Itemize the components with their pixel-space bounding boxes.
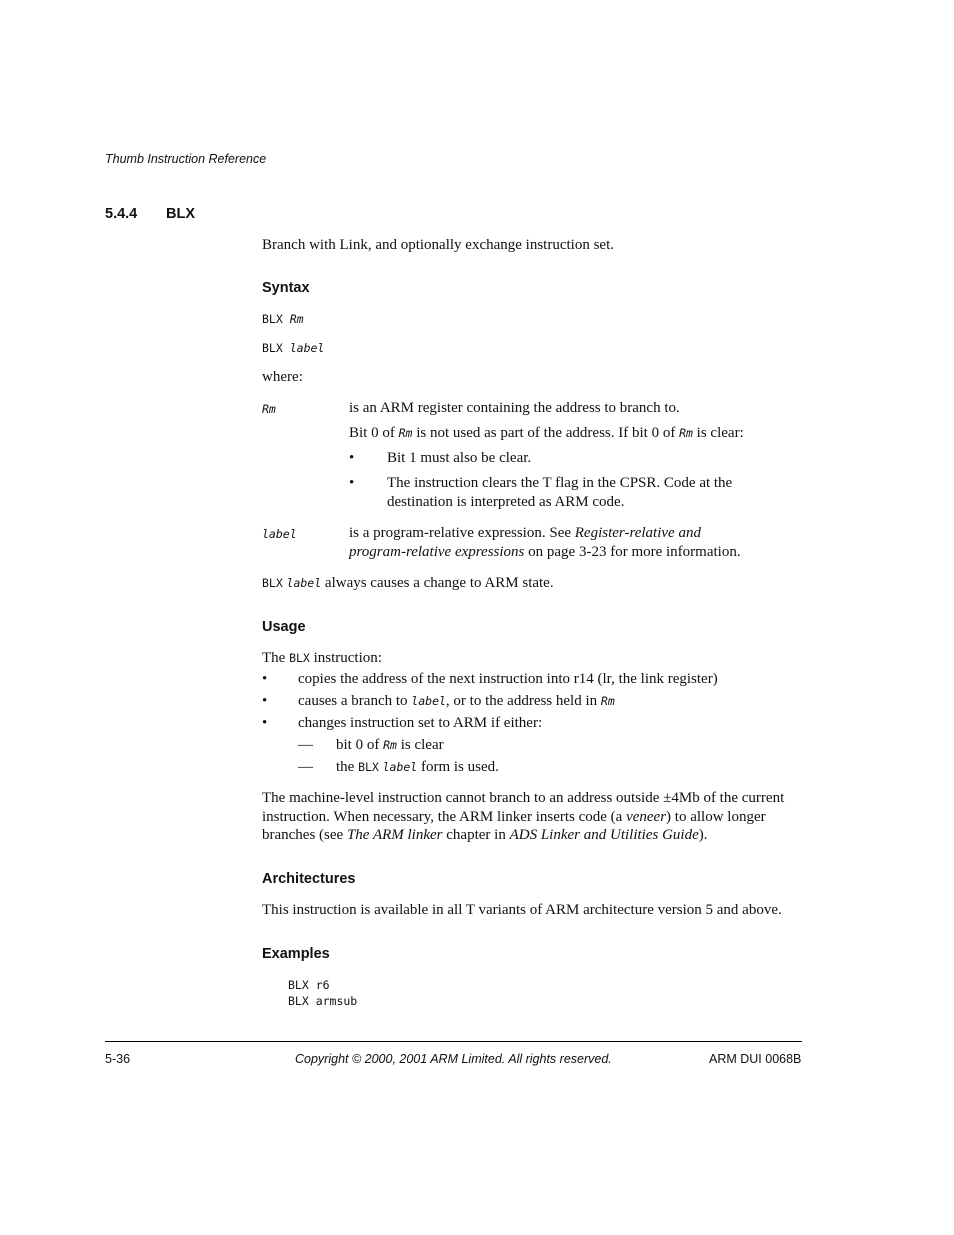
usage-heading: Usage (262, 619, 306, 635)
where-text: where: (262, 369, 303, 385)
section-title: BLX (166, 206, 195, 222)
usage-paragraph-line-3: branches (see The ARM linker chapter in ADS Linker and Utilities Guide). (262, 827, 708, 843)
label-description-line-1: is a program-relative expression. See Register-relative and (349, 525, 701, 541)
example-line-1: BLX r6 (288, 978, 330, 992)
footer-rule (105, 1041, 802, 1042)
rm-bullet-1: Bit 1 must also be clear. (387, 450, 532, 466)
usage-lead: The BLX instruction: (262, 650, 382, 666)
usage-bullet-1: copies the address of the next instruction into r14 (lr, the link register) (298, 671, 718, 687)
cross-reference-link[interactable]: The ARM linker (346, 827, 443, 843)
bullet-glyph: • (349, 475, 355, 491)
usage-bullet-2: causes a branch to label, or to the address held in Rm (298, 693, 615, 709)
cross-reference-link[interactable]: ADS Linker and Utilities Guide (509, 827, 699, 843)
usage-dash-2: the BLX label form is used. (336, 759, 499, 775)
bullet-glyph: • (349, 450, 355, 466)
syntax-form-rm: BLX Rm (262, 312, 304, 326)
examples-heading: Examples (262, 946, 330, 962)
bullet-glyph: • (262, 693, 268, 709)
bullet-glyph: • (262, 671, 268, 687)
dash-glyph: — (298, 737, 313, 753)
rm-bit0-note: Bit 0 of Rm is not used as part of the address. If bit 0 of Rm is clear: (349, 425, 744, 441)
page-number: 5-36 (105, 1052, 131, 1066)
architectures-heading: Architectures (262, 871, 356, 887)
term-label: label (262, 527, 297, 541)
copyright-notice: Copyright © 2000, 2001 ARM Limited. All rights reserved. (295, 1052, 612, 1066)
rm-bullet-2-line-2: destination is interpreted as ARM code. (387, 494, 625, 510)
bullet-glyph: • (262, 715, 268, 731)
example-line-2: BLX armsub (288, 994, 358, 1008)
cross-reference-link[interactable]: program-relative expressions (349, 544, 525, 560)
usage-paragraph-line-2: instruction. When necessary, the ARM linker inserts code (a veneer) to allow longer (262, 809, 766, 825)
document-id: ARM DUI 0068B (709, 1052, 802, 1066)
syntax-form-label: BLX label (262, 341, 325, 355)
running-header: Thumb Instruction Reference (105, 152, 267, 166)
usage-bullet-3: changes instruction set to ARM if either: (298, 715, 543, 731)
term-rm: Rm (262, 402, 276, 416)
cross-reference-link[interactable]: Register-relative and (574, 525, 701, 541)
architectures-text: This instruction is available in all T variants of ARM architecture version 5 and above. (262, 902, 782, 918)
syntax-heading: Syntax (262, 280, 310, 296)
dash-glyph: — (298, 759, 313, 775)
rm-description: is an ARM register containing the address to branch to. (349, 400, 680, 416)
usage-dash-1: bit 0 of Rm is clear (336, 737, 444, 753)
rm-bullet-2-line-1: The instruction clears the T flag in the CPSR. Code at the (387, 475, 733, 491)
blx-label-note: BLX label always causes a change to ARM state. (262, 575, 554, 591)
label-description-line-2: program-relative expressions on page 3-23 for more information. (349, 544, 741, 560)
intro-text: Branch with Link, and optionally exchange instruction set. (262, 237, 615, 253)
usage-paragraph-line-1: The machine-level instruction cannot branch to an address outside ±4Mb of the current (262, 790, 785, 806)
section-number: 5.4.4 (105, 206, 138, 222)
